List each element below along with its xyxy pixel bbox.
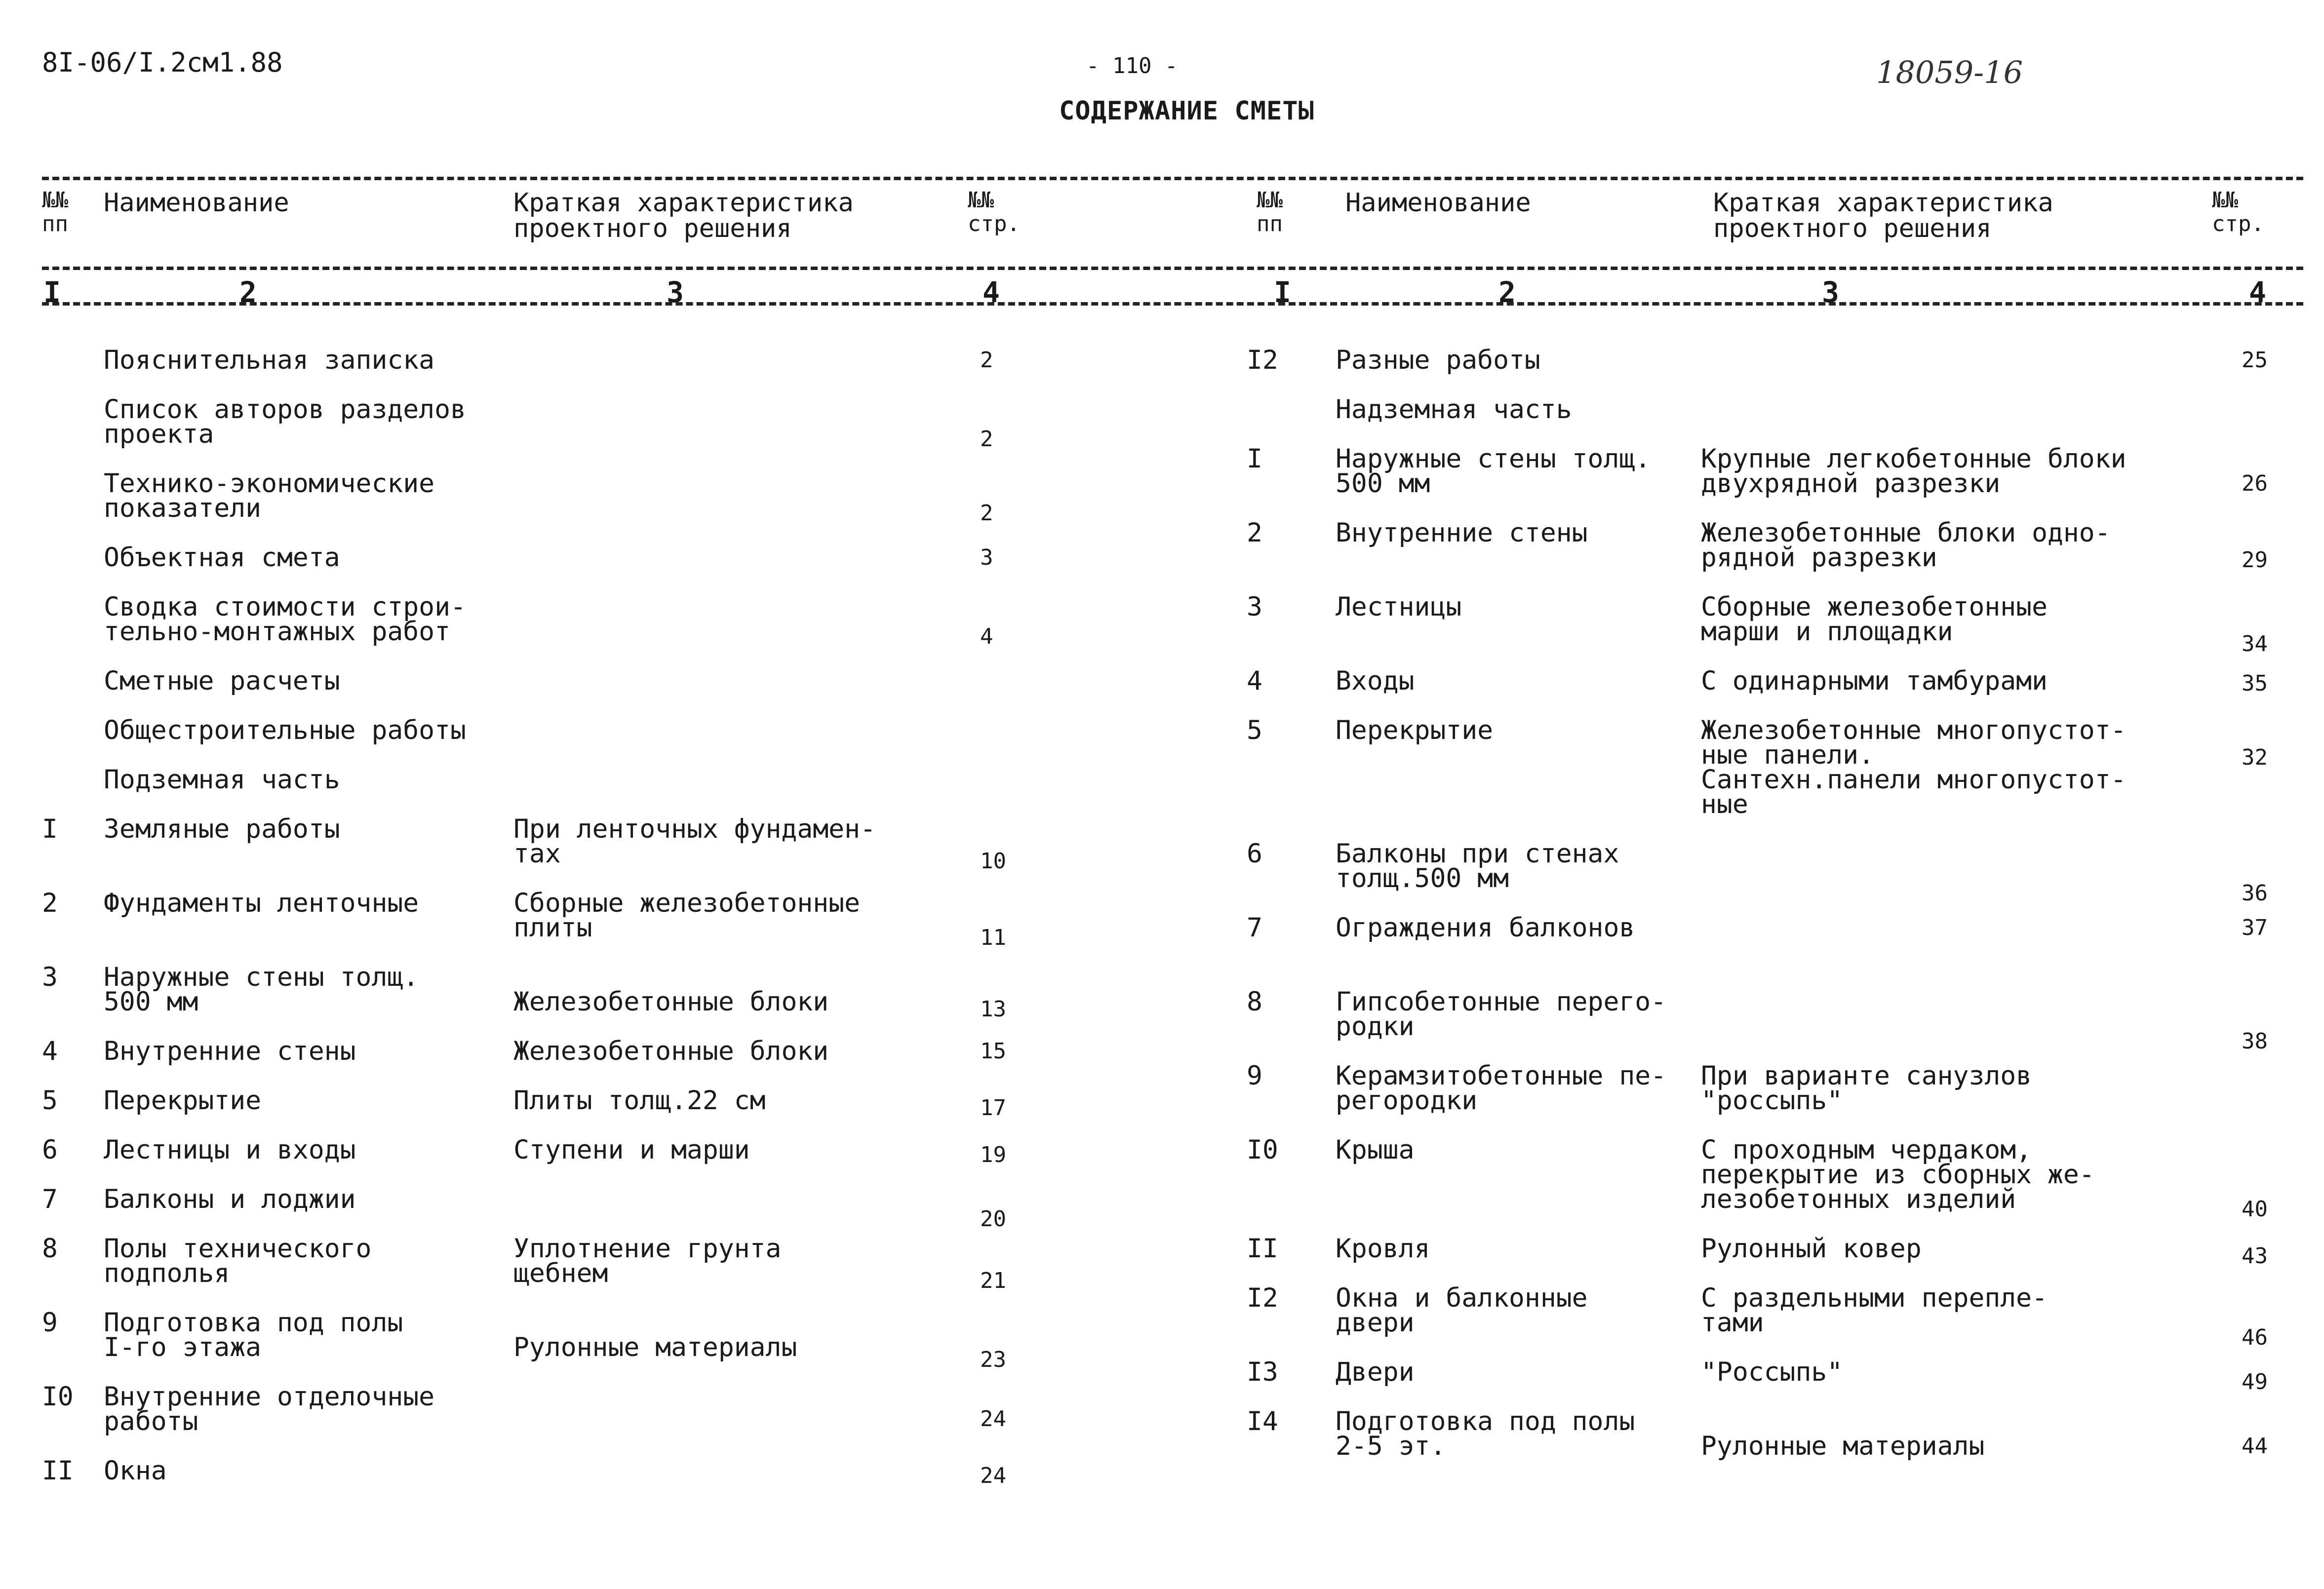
row-description: Уплотнение грунта щебнем — [513, 1234, 782, 1288]
row-number: 6 — [42, 1135, 58, 1165]
row-name: Двери — [1336, 1357, 1415, 1387]
row-page: 37 — [2242, 915, 2268, 940]
row-page: 29 — [2242, 547, 2268, 573]
dashed-divider-middle — [42, 267, 2303, 270]
row-name: Кровля — [1336, 1234, 1430, 1264]
row-page: 24 — [980, 1463, 1006, 1488]
row-page: 34 — [2242, 631, 2268, 657]
row-number: 5 — [42, 1085, 58, 1116]
row-number: II — [1247, 1234, 1278, 1264]
row-page: 17 — [980, 1095, 1006, 1121]
row-number: I0 — [42, 1382, 74, 1412]
row-name: Входы — [1336, 666, 1415, 696]
header-desc-right: Краткая характеристика проектного решения — [1713, 188, 2053, 243]
row-page: 3 — [980, 545, 993, 570]
row-page: 15 — [980, 1039, 1006, 1064]
row-page: 20 — [980, 1206, 1006, 1232]
page-number: - 110 - — [1086, 53, 1178, 78]
row-name: Фундаменты ленточные — [104, 888, 419, 918]
row-name: Полы технического подполья — [104, 1234, 372, 1288]
row-name: Балконы и лоджии — [104, 1184, 356, 1214]
column-number: 4 — [2249, 275, 2266, 309]
row-name: Сводка стоимости строи- тельно-монтажных работ — [104, 592, 466, 647]
row-number: 5 — [1247, 715, 1262, 745]
row-description: Рулонный ковер — [1701, 1234, 1922, 1264]
row-page: 35 — [2242, 671, 2268, 696]
row-name: Наружные стены толщ. 500 мм — [1336, 444, 1651, 499]
row-name: Надземная часть — [1336, 394, 1572, 425]
row-name: Подготовка под полы I-го этажа — [104, 1308, 403, 1362]
row-description: Плиты толщ.22 см — [513, 1085, 766, 1116]
row-page: 21 — [980, 1268, 1006, 1293]
row-name: Объектная смета — [104, 543, 340, 573]
row-page: 40 — [2242, 1197, 2268, 1222]
column-number: I — [43, 275, 61, 309]
row-page: 26 — [2242, 471, 2268, 496]
row-page: 25 — [2242, 348, 2268, 373]
header-name-left: Наименование — [104, 188, 289, 218]
row-number: 6 — [1247, 839, 1262, 869]
row-page: 49 — [2242, 1369, 2268, 1395]
row-page: 23 — [980, 1347, 1006, 1372]
row-description: Железобетонные блоки — [513, 987, 829, 1017]
row-page: 19 — [980, 1142, 1006, 1167]
row-page: 46 — [2242, 1325, 2268, 1350]
row-number: I — [1247, 444, 1262, 474]
row-number: 9 — [1247, 1061, 1262, 1091]
row-name: Общестроительные работы — [104, 715, 466, 745]
row-name: Внутренние отделочные работы — [104, 1382, 435, 1436]
row-page: 36 — [2242, 881, 2268, 906]
row-number: I2 — [1247, 345, 1278, 375]
row-page: 32 — [2242, 745, 2268, 770]
row-description: Железобетонные блоки — [513, 1036, 829, 1066]
row-description: Рулонные материалы — [1701, 1431, 1985, 1461]
row-number: I2 — [1247, 1283, 1278, 1313]
row-name: Перекрытие — [104, 1085, 262, 1116]
row-name: Балконы при стенах толщ.500 мм — [1336, 839, 1619, 893]
row-description: Ступени и марши — [513, 1135, 750, 1165]
row-page: 38 — [2242, 1029, 2268, 1054]
row-name: Гипсобетонные перего- родки — [1336, 987, 1667, 1042]
column-number: 3 — [1822, 275, 1839, 309]
row-page: 44 — [2242, 1434, 2268, 1459]
row-page: 13 — [980, 997, 1006, 1022]
document-code: 8I-06/I.2см1.88 — [42, 47, 283, 78]
row-number: 8 — [42, 1234, 58, 1264]
row-name: Крыша — [1336, 1135, 1415, 1165]
row-number: 4 — [42, 1036, 58, 1066]
row-number: 3 — [42, 962, 58, 992]
row-name: Ограждения балконов — [1336, 913, 1635, 943]
row-number: 8 — [1247, 987, 1262, 1017]
row-page: 4 — [980, 624, 993, 649]
row-number: 3 — [1247, 592, 1262, 622]
column-number: 4 — [983, 275, 1000, 309]
column-number: 2 — [1498, 275, 1516, 309]
row-name: Внутренние стены — [1336, 518, 1588, 548]
row-number: 2 — [1247, 518, 1262, 548]
row-name: Лестницы — [1336, 592, 1462, 622]
row-name: Внутренние стены — [104, 1036, 356, 1066]
column-number: 2 — [239, 275, 257, 309]
row-number: I4 — [1247, 1406, 1278, 1436]
row-description: Железобетонные блоки одно- рядной разрезки — [1701, 518, 2111, 573]
row-description: "Россыпь" — [1701, 1357, 1843, 1387]
header-no-left: №№ пп — [42, 188, 68, 236]
row-name: Технико-экономические показатели — [104, 468, 435, 523]
row-name: Список авторов разделов проекта — [104, 394, 466, 449]
row-name: Разные работы — [1336, 345, 1540, 375]
dashed-divider-top — [42, 177, 2303, 180]
row-name: Перекрытие — [1336, 715, 1494, 745]
row-number: I — [42, 814, 58, 844]
row-number: 7 — [1247, 913, 1262, 943]
row-page: 43 — [2242, 1243, 2268, 1269]
row-name: Керамзитобетонные пе- регородки — [1336, 1061, 1667, 1116]
header-page-right: №№ стр. — [2212, 188, 2264, 236]
row-page: 10 — [980, 849, 1006, 874]
row-name: Подготовка под полы 2-5 эт. — [1336, 1406, 1635, 1461]
row-name: Сметные расчеты — [104, 666, 340, 696]
column-number: I — [1274, 275, 1291, 309]
row-number: 7 — [42, 1184, 58, 1214]
row-description: Сборные железобетонные марши и площадки — [1701, 592, 2048, 647]
row-description: Сборные железобетонные плиты — [513, 888, 860, 943]
row-description: С раздельными перепле- тами — [1701, 1283, 2048, 1338]
row-number: 4 — [1247, 666, 1262, 696]
row-number: I0 — [1247, 1135, 1278, 1165]
row-description: Крупные легкобетонные блоки двухрядной разрезки — [1701, 444, 2127, 499]
header-desc-left: Краткая характеристика проектного решения — [513, 188, 854, 243]
row-description: При варианте санузлов "россыпь" — [1701, 1061, 2032, 1116]
row-page: 2 — [980, 501, 993, 526]
row-name: Окна и балконные двери — [1336, 1283, 1588, 1338]
column-number: 3 — [667, 275, 684, 309]
row-page: 24 — [980, 1406, 1006, 1432]
header-name-right: Наименование — [1345, 188, 1531, 218]
row-page: 11 — [980, 925, 1006, 950]
archive-stamp: 18059-16 — [1876, 54, 2023, 90]
row-name: Подземная часть — [104, 765, 340, 795]
row-name: Земляные работы — [104, 814, 340, 844]
row-name: Лестницы и входы — [104, 1135, 356, 1165]
row-page: 2 — [980, 348, 993, 373]
row-name: Окна — [104, 1456, 167, 1486]
row-number: 2 — [42, 888, 58, 918]
row-name: Пояснительная записка — [104, 345, 435, 375]
dashed-divider-bottom — [42, 302, 2303, 306]
row-description: С проходным чердаком, перекрытие из сборных же- лезобетонных изделий — [1701, 1135, 2095, 1214]
row-name: Наружные стены толщ. 500 мм — [104, 962, 419, 1017]
row-number: 9 — [42, 1308, 58, 1338]
row-description: С одинарными тамбурами — [1701, 666, 2048, 696]
row-number: II — [42, 1456, 74, 1486]
row-description: Рулонные материалы — [513, 1332, 797, 1362]
header-page-left: №№ стр. — [968, 188, 1020, 236]
row-description: При ленточных фундамен- тах — [513, 814, 876, 869]
row-number: I3 — [1247, 1357, 1278, 1387]
row-page: 2 — [980, 426, 993, 452]
header-no-right: №№ пп — [1257, 188, 1283, 236]
row-description: Железобетонные многопустот- ные панели. Сантехн.панели многопустот- ные — [1701, 715, 2127, 819]
page-title: СОДЕРЖАНИЕ СМЕТЫ — [1059, 96, 1314, 126]
